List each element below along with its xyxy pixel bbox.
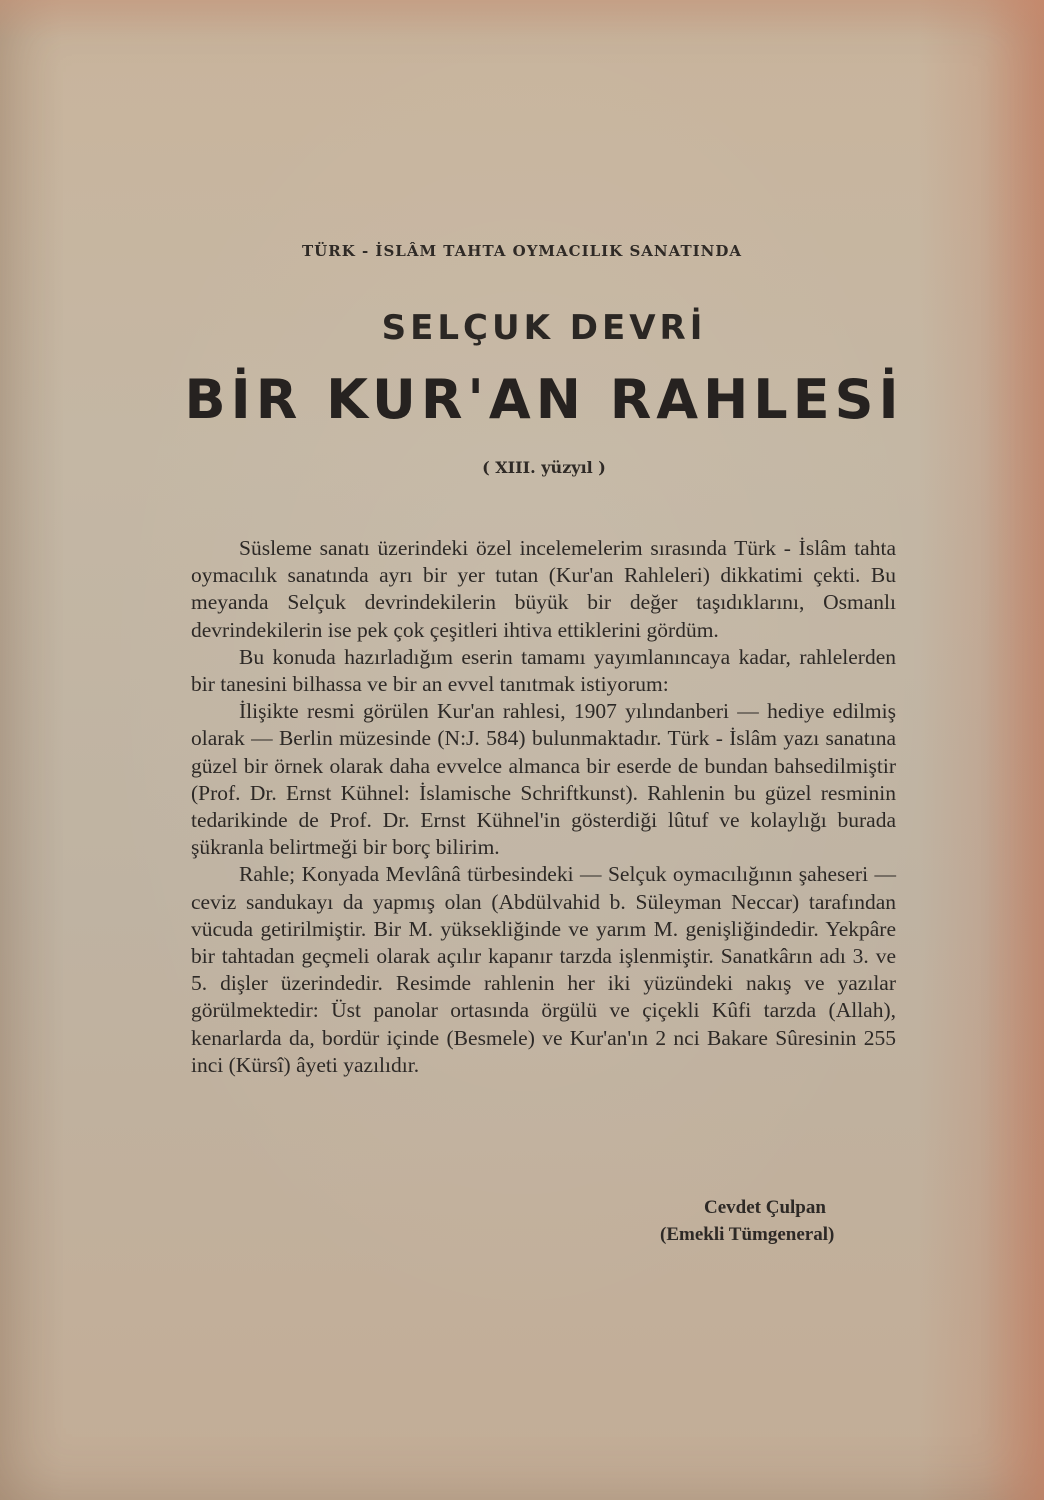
document-title-line1: SELÇUK DEVRİ xyxy=(381,308,707,348)
document-body xyxy=(191,535,896,1079)
paper-edge-top xyxy=(0,0,1044,40)
signature-title: (Emekli Tümgeneral) xyxy=(660,1224,835,1245)
document-century: ( XIII. yüzyıl ) xyxy=(482,458,606,477)
paper-edge-right xyxy=(984,0,1044,1500)
signature-block xyxy=(660,1194,900,1248)
body-paragraph: Bu konuda hazırladığım eserin tamamı yayımlanıncaya kadar, rahlelerden bir tanesini bilhassa ve bir an evvel tanıtmak istiyorum: xyxy=(191,644,896,697)
body-paragraph: Rahle; Konyada Mevlânâ türbesindeki — Selçuk oymacılığının şaheseri — ceviz sandukayı da yapmış olan (Abdülvahid b. Süleyman Neccar) tarafından vücuda getirilmiştir. Bir M. yüksekliğinde ve yarım M. genişliğindedir. Yekpâre bir tahtadan geçmeli olarak açılır kapanır tarzda işlenmiştir. Sanatkârın adı 3. ve 5. dişler üzerindedir. Resimde rahlenin her iki yüzündeki nakış ve yazılar görülmektedir: Üst panolar ortasında örgülü ve çiçekli Kûfi tarzda (Allah), kenarlarda da, bordür içinde (Besmele) ve Kur'an'ın 2 nci Bakare Sûresinin 255 inci (Kürsî) âyeti yazılıdır. xyxy=(191,862,896,1077)
body-paragraph: İlişikte resmi görülen Kur'an rahlesi, 1907 yılındanberi — hediye edilmiş olarak — Berlin müzesinde (N:J. 584) bulunmaktadır. Türk - İslâm yazı sanatına güzel bir örnek olarak daha evvelce almanca bir eserde de bundan bahsedilmiştir (Prof. Dr. Ernst Kühnel: İslamische Schriftkunst). Rahlenin bu güzel resminin tedarikinde de Prof. Dr. Ernst Kühnel'in gösterdiği lûtuf ve kolaylığı burada şükranla belirtmeği bir borç bilirim. xyxy=(191,699,896,860)
body-paragraph: Süsleme sanatı üzerindeki özel incelemelerim sırasında Türk - İslâm tahta oymacılık sanatında ayrı bir yer tutan (Kur'an Rahleleri) dikkatimi çekti. Bu meyanda Selçuk devrindekilerin büyük bir değer taşıdıklarını, Osmanlı devrindekilerin ise pek çok çeşitleri ihtiva ettiklerini gördüm. xyxy=(191,536,896,642)
signature-name: Cevdet Çulpan xyxy=(704,1197,826,1218)
document-kicker: TÜRK - İSLÂM TAHTA OYMACILIK SANATINDA xyxy=(302,242,742,260)
document-title-line2: BİR KUR'AN RAHLESİ xyxy=(184,368,904,431)
